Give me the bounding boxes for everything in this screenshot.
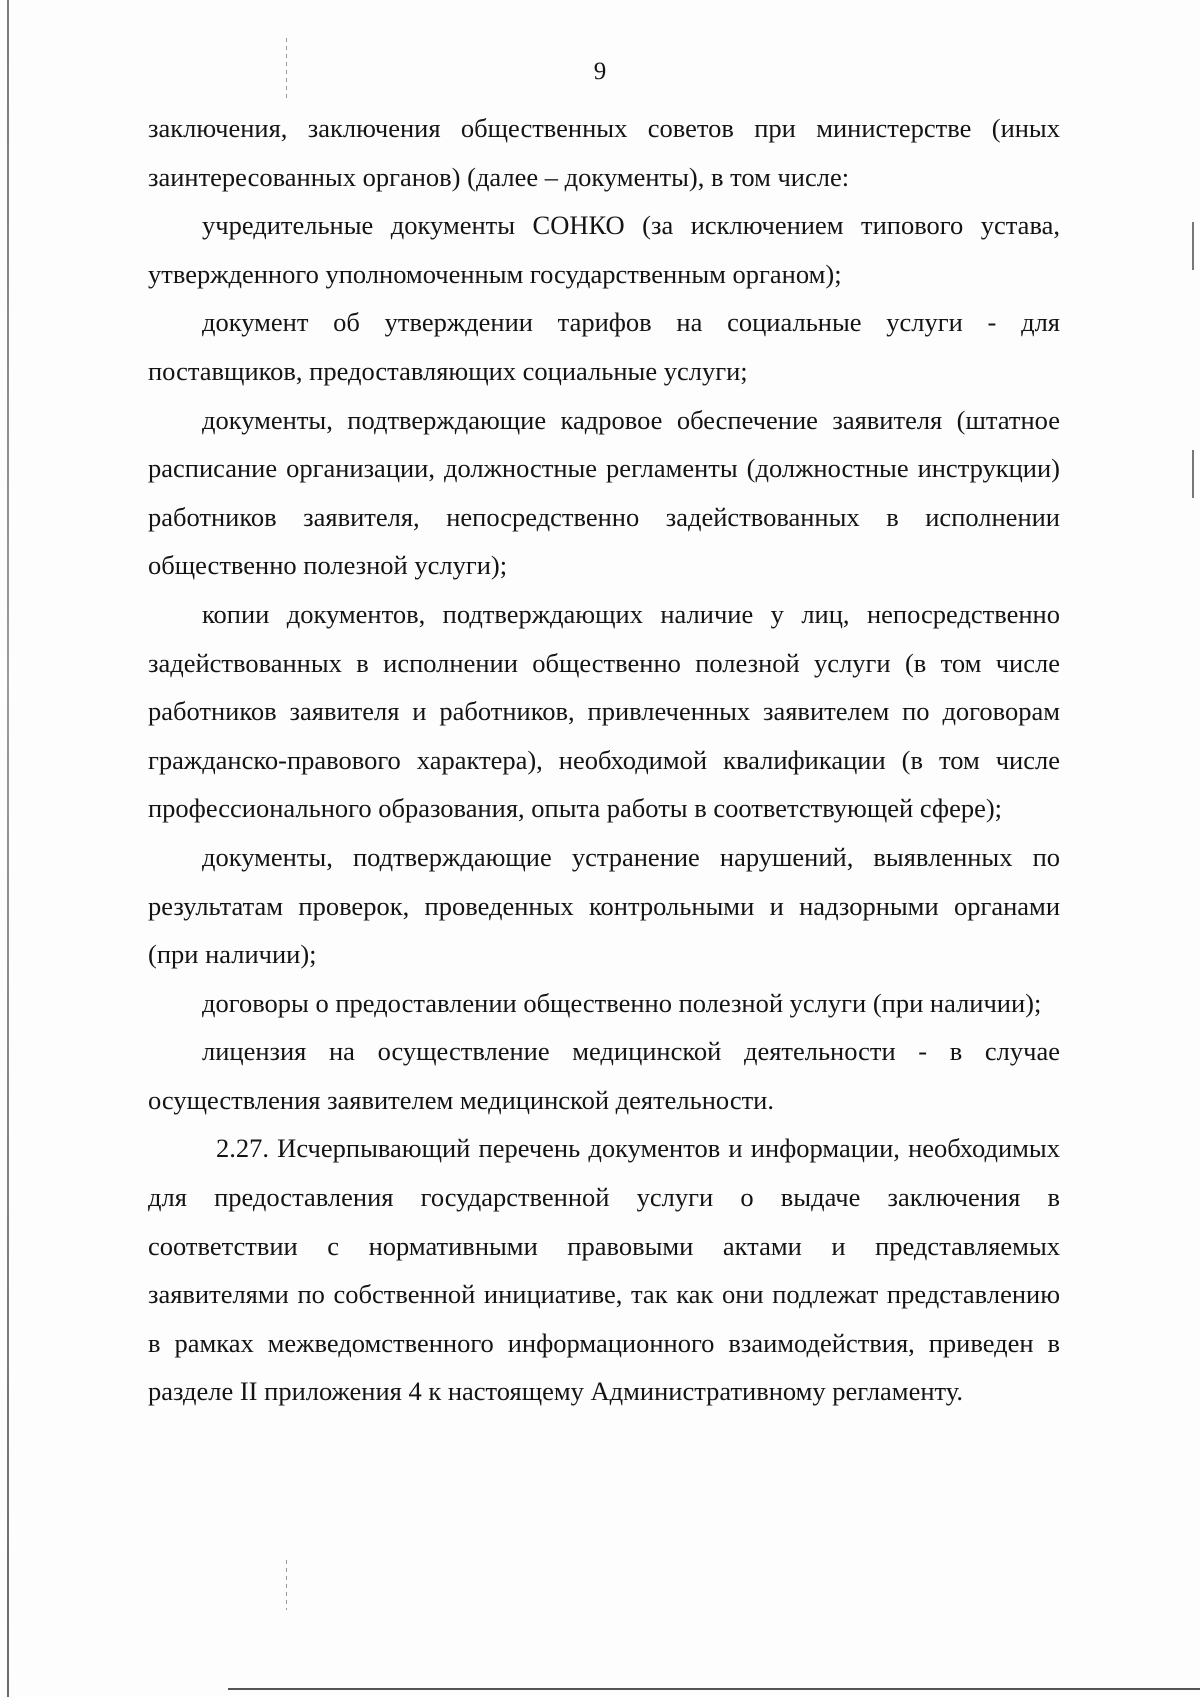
paragraph: заключения, заключения общественных советов при министерстве (иных заинтересованных органов) (далее – документы), в том числе: [148,113,1060,192]
paragraph: договоры о предоставлении общественно полезной услуги (при наличии); [202,987,1042,1018]
scan-bottom-line [228,1688,1200,1690]
page-number: 9 [593,58,607,85]
paragraph: лицензия на осуществление медицинской деятельности - в случае осуществления заявителем медицинской деятельности. [148,1036,1060,1115]
paragraph: учредительные документы СОНКО (за исключением типового устава, утвержденного уполномоченным государственным органом); [148,210,1060,289]
paragraph: копии документов, подтверждающих наличие у лиц, непосредственно задействованных в исполнении общественно полезной услуги (в том числе работников заявителя и работников, привлеченных заявителем по договорам гражданско-правового характера), необходимой квалификации (в том числе профессионального образования, опыта работы в соответствующей сфере); [148,598,1060,824]
paragraph: документы, подтверждающие кадровое обеспечение заявителя (штатное расписание организации, должностные регламенты (должностные инструкции) работников заявителя, непосредственно задействованных в исполнении общественно полезной услуги); [148,404,1060,581]
clause-paragraph: 2.27. Исчерпывающий перечень документов и информации, необходимых для предоставления государственной услуги о выдаче заключения в соответствии с нормативными правовыми актами и представляемых заявителями по собственной инициативе, так как они подлежат представлению в рамках межведомственного информационного взаимодействия, приведен в разделе II приложения 4 к настоящему Административному регламенту. [148,1133,1060,1407]
scan-left-edge [7,0,9,1697]
scan-dash-mark [286,1560,287,1610]
scan-right-mark [1192,222,1194,270]
document-body [148,104,1060,1416]
paragraph: документы, подтверждающие устранение нарушений, выявленных по результатам проверок, проведенных контрольными и надзорными органами (при наличии); [148,841,1060,970]
paragraph: документ об утверждении тарифов на социальные услуги - для поставщиков, предоставляющих социальные услуги; [148,307,1060,386]
scan-right-mark [1192,450,1194,498]
